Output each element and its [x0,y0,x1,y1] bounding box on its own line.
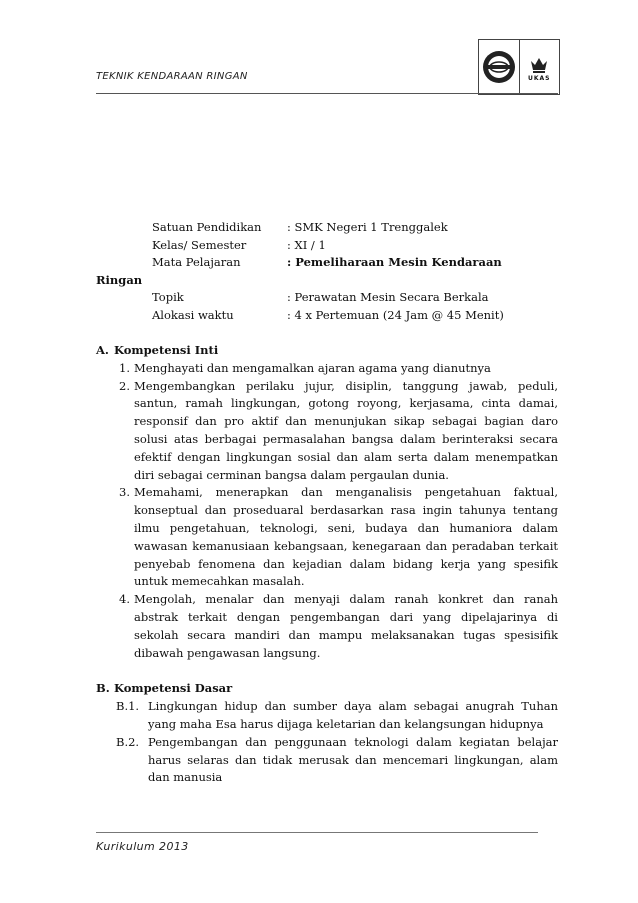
main-content [96,342,558,787]
meta-value: : SMK Negeri 1 Trenggalek [287,220,448,234]
meta-row [96,254,566,272]
meta-continuation-row [96,272,566,290]
kompetensi-inti-list [96,360,558,663]
meta-row [96,219,566,237]
meta-block [96,219,566,324]
certification-logos [478,39,560,95]
section-title: Kompetensi Inti [114,343,219,357]
item-number: 1. [119,360,130,375]
item-number: 4. [119,592,130,607]
meta-label: Alokasi waktu [152,307,234,322]
footer-divider [96,832,538,833]
meta-value: : 4 x Pertemuan (24 Jam @ 45 Menit) [287,307,504,322]
item-number: B.2. [116,734,140,749]
item-text: Mengolah, menalar dan menyaji dalam ranah konkret dan ranah abstrak terkait dengan pengembangan dari yang dipelajarinya di sekolah secara mandiri dan mampu melaksanakan tugas spesisifik dibawah pengawasan langsung. [134,592,558,660]
section-letter: B. [96,681,110,696]
kompetensi-dasar-list [96,698,558,787]
list-item [96,360,558,378]
item-number: B.1. [116,699,140,714]
section-b-heading [96,680,558,698]
meta-value: : Perawatan Mesin Secara Berkala [287,290,489,304]
certification-seal-icon [481,49,517,85]
list-item [96,698,558,734]
meta-row [96,307,566,325]
footer-text: Kurikulum 2013 [96,840,189,853]
list-item [96,378,558,485]
list-item [96,734,558,787]
item-number: 3. [119,485,130,500]
ukas-crown-icon [528,53,550,75]
page-header-title: TEKNIK KENDARAAN RINGAN [96,71,248,82]
list-item [96,591,558,662]
section-title: Kompetensi Dasar [114,681,233,696]
meta-row [96,289,566,307]
item-text: Lingkungan hidup dan sumber daya alam sebagai anugrah Tuhan yang maha Esa harus dijaga keletarian dan kelangsungan hidupnya [148,699,558,731]
ukas-label: UKAS [528,74,551,82]
list-item [96,484,558,591]
item-text: Memahami, menerapkan dan menganalisis pengetahuan faktual, konseptual dan proseduaral berdasarkan rasa ingin tahunya tentang ilmu pengetahuan, teknologi, seni, budaya dan humaniora dalam wawasan kemanusiaan kebangsaan, kenegaraan dan peradaban terkait penyebab fenomena dan kejadian dalam bidang kerja yang spesifik untuk memecahkan masalah. [134,485,558,589]
header-divider [96,93,558,94]
item-number: 2. [119,378,130,393]
meta-label: Topik [152,290,184,304]
item-text: Pengembangan dan penggunaan teknologi dalam kegiatan belajar harus selaras dan tidak merusak dan mencemari lingkungan, alam dan manusia [148,734,558,785]
item-text: Mengembangkan perilaku jujur, disiplin, tanggung jawab, peduli, santun, ramah lingkungan, gotong royong, kerjasama, cinta damai, responsif dan pro aktif dan menunjukan sikap sebagai bagian daro solusi atas berbagai permasalahan bangsa dalam berinteraksi secara efektif dengan lingkungan sosial dan alam serta dalam menempatkan diri sebagai cerminan bangsa dalam pergaulan dunia. [134,378,558,482]
section-a-heading [96,342,558,360]
meta-continuation: Ringan [96,272,143,287]
meta-label: Mata Pelajaran [152,255,241,269]
meta-value: : Pemeliharaan Mesin Kendaraan [287,255,502,269]
item-text: Menghayati dan mengamalkan ajaran agama yang dianutnya [134,360,491,375]
section-letter: A. [96,343,109,357]
meta-row [96,237,566,255]
meta-value: : XI / 1 [287,237,326,252]
meta-label: Satuan Pendidikan [152,220,262,234]
meta-label: Kelas/ Semester [152,237,247,252]
